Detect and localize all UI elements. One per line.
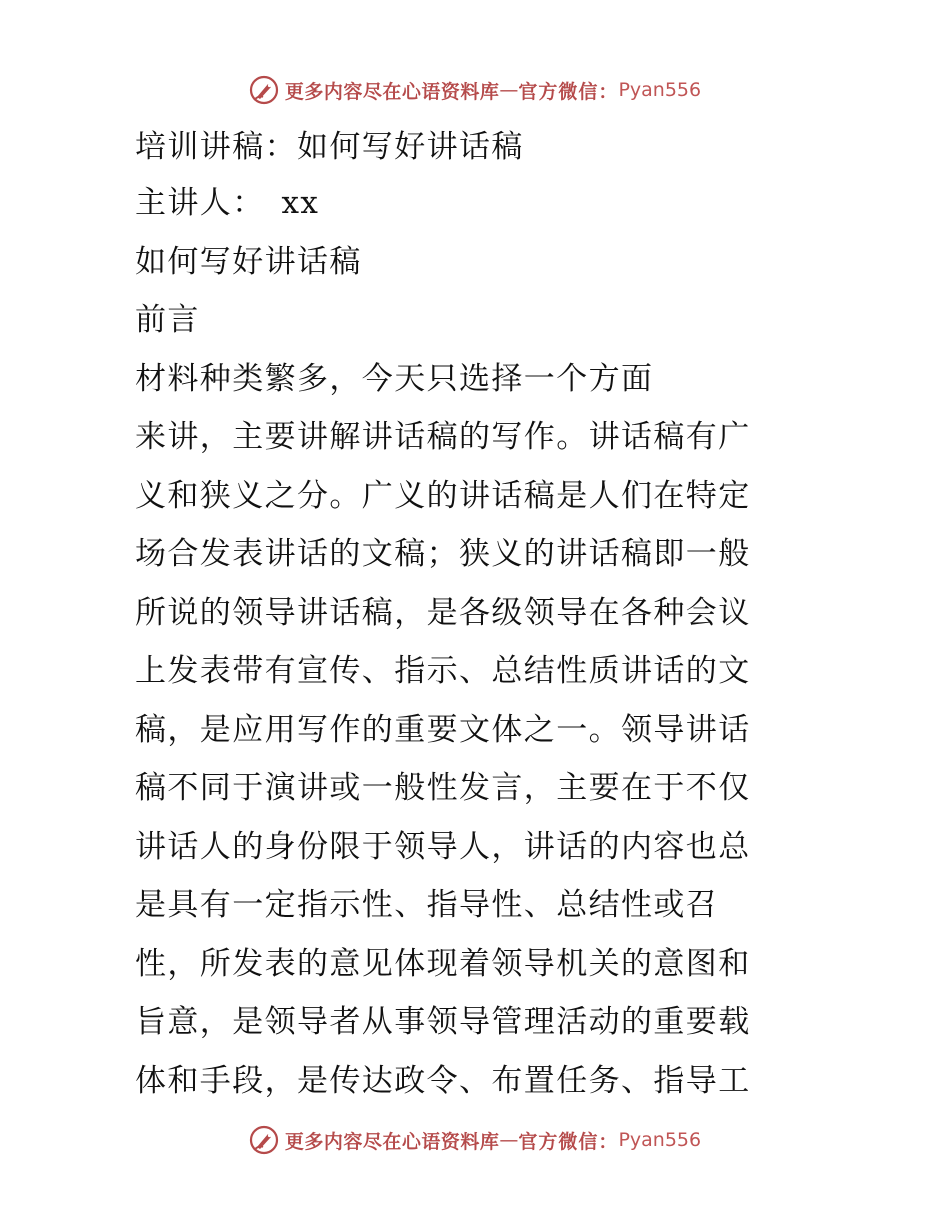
body-line: 性，所发表的意见体现着领导机关的意图和 [135,945,751,982]
body-line: 来讲，主要讲解讲话稿的写作。讲话稿有广 [135,419,751,455]
document-title: 培训讲稿：如何写好讲话稿 [135,129,524,165]
body-line: 材料种类繁多，今天只选择一个方面 [135,360,654,397]
watermark-separator: — [499,79,519,101]
watermark-site-text: 更多内容尽在心语资料库 [284,80,500,103]
body-line: 上发表带有宣传、指示、总结性质讲话的文 [135,653,751,689]
body-line: 义和狭义之分。广义的讲话稿是人们在特定 [135,477,751,514]
document-body [135,120,795,1110]
header-watermark [0,70,950,110]
body-line: 场合发表讲话的文稿；狭义的讲话稿即一般 [135,536,751,572]
watermark-wechat-label: 官方微信： [518,1130,619,1153]
body-line: 所说的领导讲话稿，是各级领导在各种会议 [135,594,751,631]
body-line: 是具有一定指示性、指导性、总结性或召 [135,887,719,923]
pen-nib-circle-icon [249,1125,279,1155]
section-heading: 如何写好讲话稿 [135,243,362,280]
body-line: 体和手段，是传达政令、布置任务、指导工 [135,1062,751,1099]
preface-heading: 前言 [135,302,200,338]
pen-nib-circle-icon [249,75,279,105]
watermark-wechat-id: Pyan556 [618,79,702,101]
watermark-wechat-label: 官方微信： [518,80,619,103]
watermark-separator: — [499,1129,519,1151]
watermark-wechat-id: Pyan556 [618,1129,702,1151]
body-line: 稿，是应用写作的重要文体之一。领导讲话 [135,711,751,748]
speaker-line: 主讲人： xx [135,185,320,221]
body-line: 旨意，是领导者从事领导管理活动的重要载 [135,1004,751,1040]
body-line: 讲话人的身份限于领导人，讲话的内容也总 [135,828,751,865]
footer-watermark [0,1120,950,1160]
watermark-site-text: 更多内容尽在心语资料库 [284,1130,500,1153]
body-line: 稿不同于演讲或一般性发言，主要在于不仅 [135,770,751,806]
